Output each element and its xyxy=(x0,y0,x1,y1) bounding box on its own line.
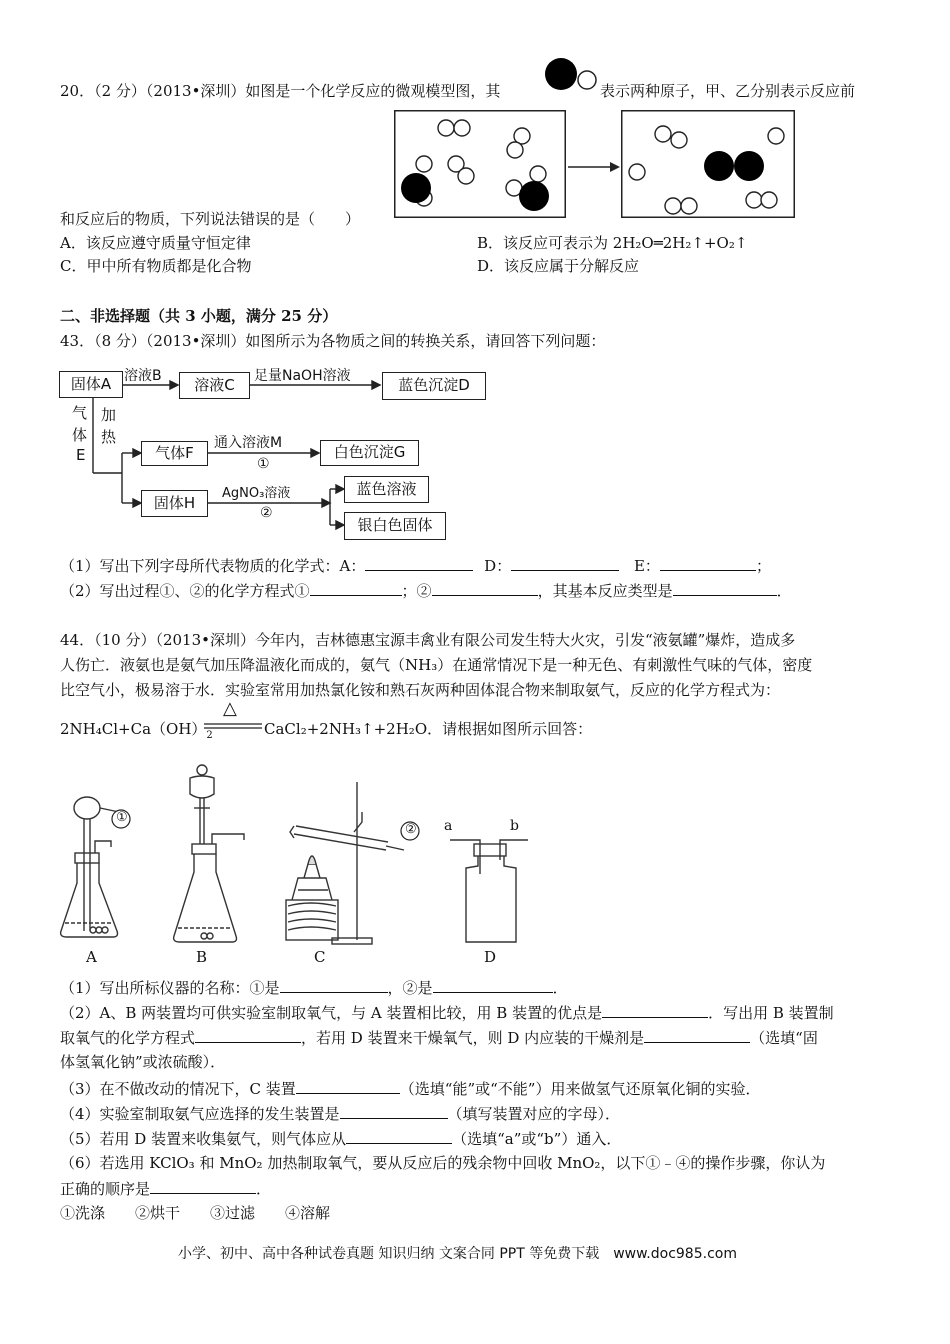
apparatus-c-figure xyxy=(280,782,410,952)
answer-blank-inlet[interactable] xyxy=(346,1127,452,1144)
q44-sub6-text-b: 正确的顺序是 xyxy=(60,1180,151,1198)
q43-sub2 xyxy=(60,579,792,602)
q44-sub4 xyxy=(60,1102,620,1125)
q20-stem-line2: 和反应后的物质，下列说法错误的是（ ） xyxy=(60,210,361,228)
page-footer: 小学、初中、高中各种试卷真题 知识归纳 文案合同 PPT 等免费下载 www.doc985.com xyxy=(178,1246,737,1262)
flow-label-naoh: 足量NaOH溶液 xyxy=(254,368,351,384)
flow-solid-h: 固体H xyxy=(141,490,208,517)
callout-label-1: ① xyxy=(116,810,128,825)
q20-option-c: C．甲中所有物质都是化合物 xyxy=(60,257,252,275)
q44-sub2-text-a: （2）A、B 两装置均可供实验室制取氧气，与 A 装置相比较，用 B 装置的优点是 xyxy=(60,1004,603,1022)
q44-paragraph xyxy=(60,628,812,703)
q44-sub2-text-c: 取氧气的化学方程式 xyxy=(60,1029,196,1047)
q44-sub2-line1 xyxy=(60,1001,834,1024)
q44-sub5-text-b: （选填“a”或“b”）通入． xyxy=(452,1130,622,1148)
answer-blank-eq1[interactable] xyxy=(310,579,402,596)
flow-blue-solution: 蓝色溶液 xyxy=(344,476,429,503)
answer-blank-advantage[interactable] xyxy=(602,1001,708,1018)
answer-blank-eq2[interactable] xyxy=(432,579,538,596)
apparatus-a-label: A xyxy=(86,948,97,966)
flow-silver-solid: 银白色固体 xyxy=(344,512,446,540)
q44-para-line3: 比空气小，极易溶于水．实验室常用加热氯化铵和熟石灰两种固体混合物来制取氨气，反应的化学方程式为： xyxy=(60,681,781,699)
q20-stem-line1b: 表示两种原子，甲、乙分别表示反应前 xyxy=(600,82,856,100)
q44-para-line1: 44．（10 分）（2013•深圳）今年内，吉林德惠宝源丰禽业有限公司发生特大火灾，引发“液氨罐”爆炸，造成多 xyxy=(60,631,796,649)
apparatus-d-figure xyxy=(448,830,532,948)
q44-sub3 xyxy=(60,1077,760,1100)
q44-sub1-text-b: ，②是 xyxy=(387,979,433,997)
callout-label-2: ② xyxy=(405,822,417,837)
q20-stem-part1: 20．（2 分）（2013•深圳）如图是一个化学反应的微观模型图，其 xyxy=(60,82,501,100)
answer-blank-desiccant[interactable] xyxy=(644,1026,750,1043)
q44-sub1-end: ． xyxy=(552,979,568,997)
q44-sub2-text-d: ，若用 D 装置来干燥氧气，则 D 内应装的干燥剂是 xyxy=(301,1029,645,1047)
flow-solution-c: 溶液C xyxy=(179,372,250,399)
flow-gas-e-char2: 体 xyxy=(72,426,88,444)
answer-blank-order[interactable] xyxy=(150,1177,256,1194)
q43-sub2-end: ． xyxy=(776,582,792,600)
flow-label-solution-b: 溶液B xyxy=(124,368,162,384)
answer-blank-d[interactable] xyxy=(511,554,619,571)
flow-heat-char2: 热 xyxy=(101,428,117,446)
q44-para-line2: 人伤亡．液氨也是氨气加压降温液化而成的，氨气（NH₃）在通常情况下是一种无色、有刺激性气味的气体，密度 xyxy=(60,656,813,674)
answer-blank-a[interactable] xyxy=(365,554,473,571)
flow-connectors xyxy=(0,0,950,560)
flow-white-precipitate-g: 白色沉淀G xyxy=(320,440,419,466)
apparatus-b-figure xyxy=(168,760,258,950)
q43-sub2-text-c: ，其基本反应类型是 xyxy=(537,582,673,600)
flow-gas-e-char3: E xyxy=(76,446,86,464)
q44-sub4-text-a: （4）实验室制取氨气应选择的发生装置是 xyxy=(60,1105,340,1123)
q20-option-b: B．该反应可表示为 2H₂O═2H₂↑+O₂↑ xyxy=(477,234,748,252)
equation-right: CaCl₂+2NH₃↑+2H₂O．请根据如图所示回答： xyxy=(264,720,593,738)
flow-blue-precipitate-d: 蓝色沉淀D xyxy=(382,372,486,400)
q43-sub1 xyxy=(60,554,771,577)
flow-gas-e-char1: 气 xyxy=(72,404,88,422)
flow-gas-f: 气体F xyxy=(141,441,208,466)
equation-subscript: 2 xyxy=(206,730,213,741)
q20-option-d: D．该反应属于分解反应 xyxy=(477,257,640,275)
flow-label-pass-m: 通入溶液M xyxy=(214,435,283,451)
q43-intro: 43．（8 分）（2013•深圳）如图所示为各物质之间的转换关系，请回答下列问题： xyxy=(60,332,606,350)
answer-blank-oxygen-equation[interactable] xyxy=(195,1026,301,1043)
q44-sub6-line2 xyxy=(60,1177,271,1200)
q44-sub2-line3: 体氢氧化钠”或浓硫酸）． xyxy=(60,1053,226,1071)
equation-heat-symbol: △ xyxy=(223,698,237,719)
q44-sub2-text-b: ．写出用 B 装置制 xyxy=(708,1004,834,1022)
q44-sub2-text-e: （选填“固 xyxy=(750,1029,818,1047)
q43-sub2-text-a: （2）写出过程①、②的化学方程式① xyxy=(60,582,310,600)
answer-blank-ammonia-apparatus[interactable] xyxy=(340,1102,448,1119)
q44-sub1-text-a: （1）写出所标仪器的名称：①是 xyxy=(60,979,280,997)
q44-sub5 xyxy=(60,1127,621,1150)
q43-sub1-text-d: D： xyxy=(484,557,512,575)
q44-steps: ①洗涤 ②烘干 ③过滤 ④溶解 xyxy=(60,1204,331,1222)
answer-blank-instrument1[interactable] xyxy=(280,976,388,993)
answer-blank-reaction-type[interactable] xyxy=(673,579,777,596)
q43-sub2-text-b: ；② xyxy=(401,582,432,600)
apparatus-c-label: C xyxy=(314,948,326,966)
q44-sub5-text-a: （5）若用 D 装置来收集氨气，则气体应从 xyxy=(60,1130,347,1148)
equation-left: 2NH₄Cl+Ca（OH） xyxy=(60,720,207,738)
q44-sub6-end: ． xyxy=(256,1180,272,1198)
q44-sub2-line2 xyxy=(60,1026,818,1049)
flow-label-agno3: AgNO₃溶液 xyxy=(222,486,291,501)
port-a-label: a xyxy=(444,818,453,834)
flow-label-step1: ① xyxy=(257,456,270,472)
equation-equals-sign xyxy=(204,722,264,732)
section-title: 二、非选择题（共 3 小题，满分 25 分） xyxy=(60,307,338,325)
answer-blank-e[interactable] xyxy=(660,554,756,571)
q44-sub3-text-b: （选填“能”或“不能”）用来做氢气还原氧化铜的实验． xyxy=(399,1080,761,1098)
answer-blank-c-usable[interactable] xyxy=(296,1077,400,1094)
apparatus-d-label: D xyxy=(484,948,497,966)
apparatus-b-label: B xyxy=(196,948,208,966)
answer-blank-instrument2[interactable] xyxy=(433,976,553,993)
q43-sub1-text-e: E： xyxy=(633,557,660,575)
q44-equation xyxy=(60,718,213,741)
q44-sub4-text-b: （填写装置对应的字母）． xyxy=(447,1105,621,1123)
flow-heat-char1: 加 xyxy=(101,406,117,424)
flow-solid-a: 固体A xyxy=(59,371,123,398)
q44-sub6-line1: （6）若选用 KClO₃ 和 MnO₂ 加热制取氧气，要从反应后的残余物中回收 MnO₂，以下①﹣④的操作步骤，你认为 xyxy=(60,1154,826,1172)
q43-sub1-text-a: （1）写出下列字母所代表物质的化学式：A： xyxy=(60,557,366,575)
q44-sub1 xyxy=(60,976,568,999)
q43-sub1-end: ； xyxy=(755,557,771,575)
q20-option-a: A．该反应遵守质量守恒定律 xyxy=(60,234,251,252)
flow-label-step2: ② xyxy=(260,505,273,521)
q44-sub3-text-a: （3）在不做改动的情况下，C 装置 xyxy=(60,1080,296,1098)
port-b-label: b xyxy=(510,818,519,834)
